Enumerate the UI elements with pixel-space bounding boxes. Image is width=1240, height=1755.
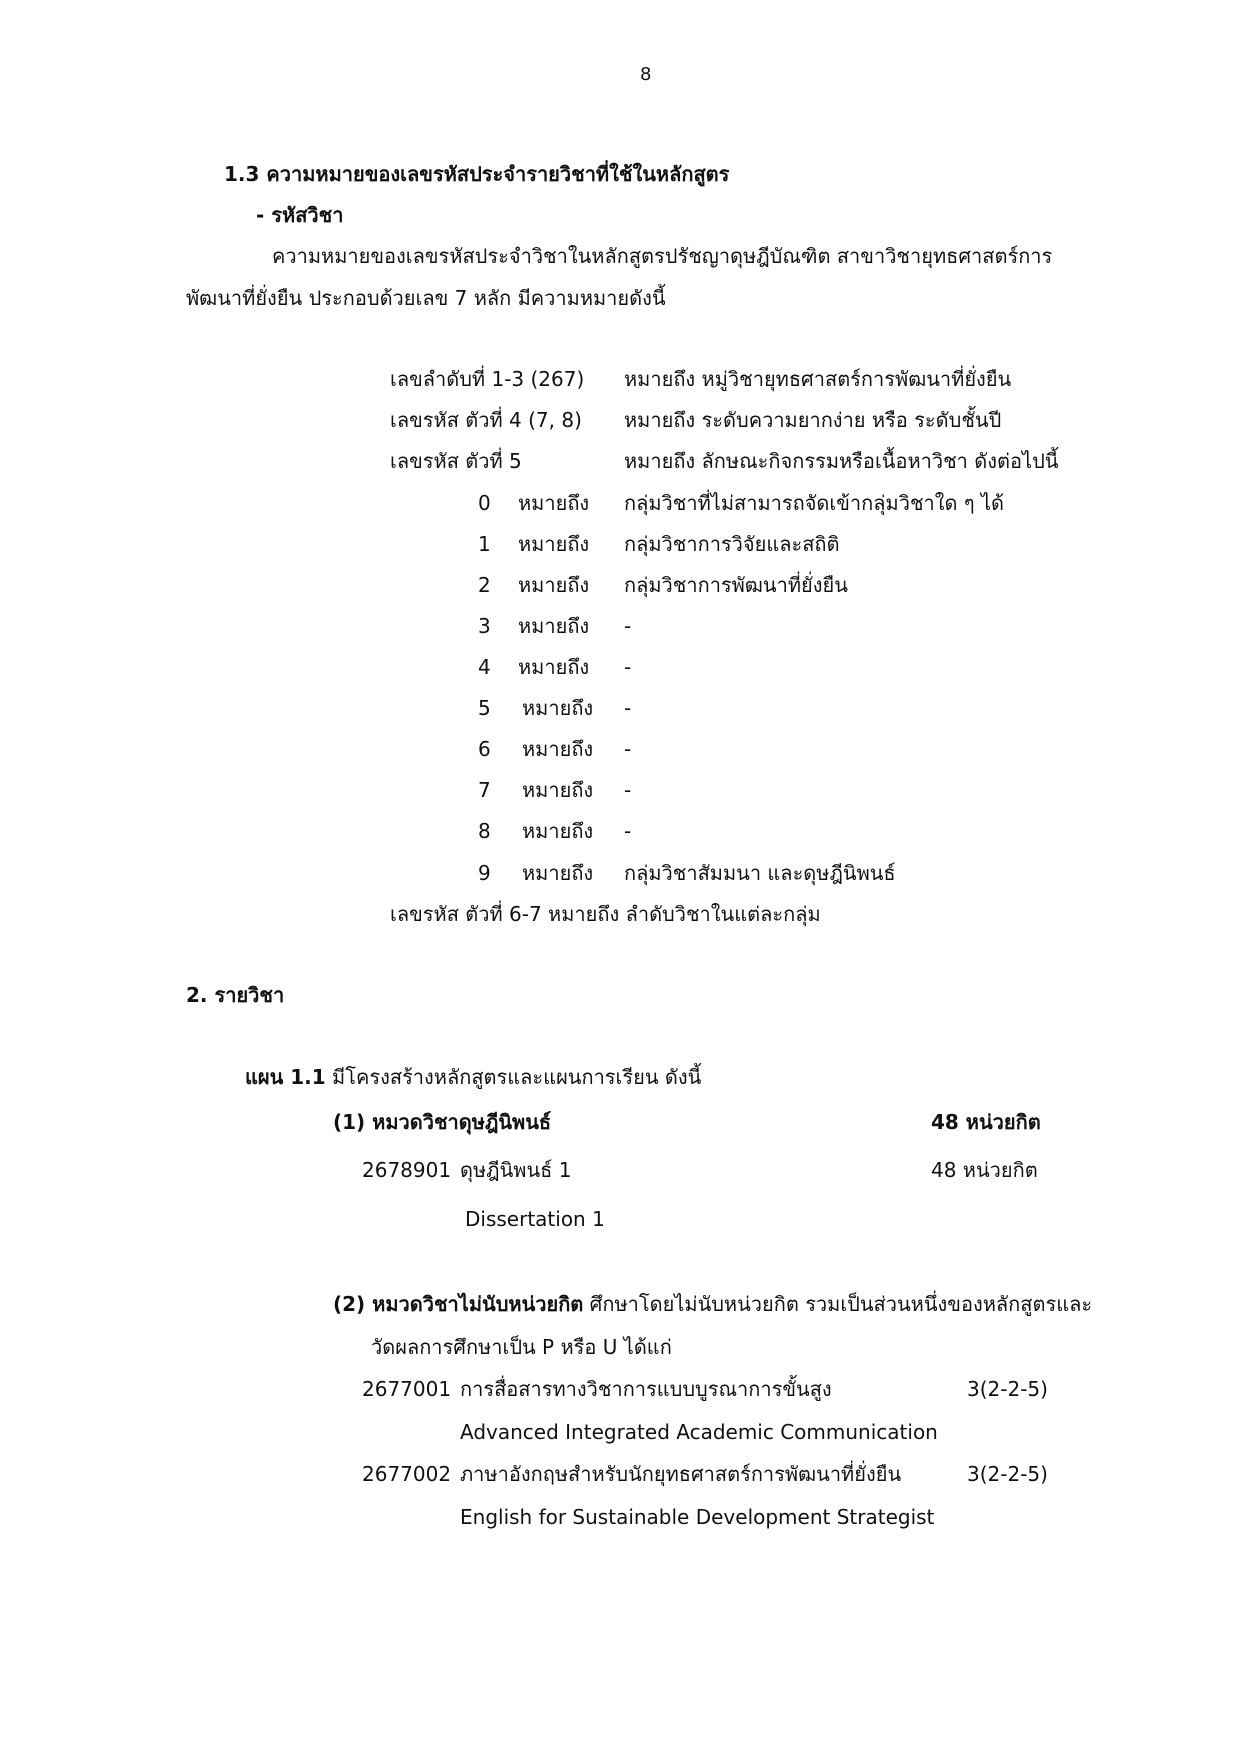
digit-value: 8 [478,819,491,843]
course-code: 2677001 [362,1377,452,1401]
digit-means: หมายถึง [518,614,590,638]
course-code: 2677002 [362,1462,452,1486]
paragraph-line: พัฒนาที่ยั่งยืน ประกอบด้วยเลข 7 หลัก มีความหมายดังนี้ [186,286,666,310]
paragraph-line: ความหมายของเลขรหัสประจำวิชาในหลักสูตรปรัชญาดุษฎีบัณฑิต สาขาวิชายุทธศาสตร์การ [272,244,1053,268]
course-credits: 3(2-2-5) [967,1377,1048,1401]
digit-value: 9 [478,861,491,885]
course-code: 2678901 [362,1158,452,1182]
code-row-meaning: หมายถึง หมู่วิชายุทธศาสตร์การพัฒนาที่ยั่งยืน [624,367,1012,391]
digit-description: - [624,696,632,720]
digit-means: หมายถึง [518,491,590,515]
digit-means: หมายถึง [518,655,590,679]
code-row-meaning: หมายถึง ลักษณะกิจกรรมหรือเนื้อหาวิชา ดังต่อไปนี้ [624,449,1059,473]
section-heading: 1.3 ความหมายของเลขรหัสประจำรายวิชาที่ใช้ในหลักสูตร [224,162,730,186]
digit-means: หมายถึง [522,778,594,802]
digit-means: หมายถึง [518,532,590,556]
digit-means: หมายถึง [522,861,594,885]
course-credits: 48 หน่วยกิต [931,1158,1038,1182]
group-credits: 48 หน่วยกิต [931,1110,1041,1134]
digit-description: กลุ่มวิชาสัมมนา และดุษฎีนิพนธ์ [624,861,896,885]
course-name-th: การสื่อสารทางวิชาการแบบบูรณาการขั้นสูง [460,1377,832,1401]
digit-description: กลุ่มวิชาที่ไม่สามารถจัดเข้ากลุ่มวิชาใด ๆ ได้ [624,491,1004,515]
group-title: (2) หมวดวิชาไม่นับหน่วยกิต [333,1292,584,1316]
digit-description: กลุ่มวิชาการพัฒนาที่ยั่งยืน [624,573,848,597]
digit-value: 5 [478,696,491,720]
digit-description: - [624,778,632,802]
digit-description: - [624,655,632,679]
code-row-meaning: หมายถึง ระดับความยากง่าย หรือ ระดับชั้นปี [624,408,1002,432]
digit-description: - [624,819,632,843]
group-title-line [333,1292,1092,1316]
group-title: (1) หมวดวิชาดุษฎีนิพนธ์ [333,1110,552,1134]
course-credits: 3(2-2-5) [967,1462,1048,1486]
page-number: 8 [640,64,652,85]
digit-means: หมายถึง [522,737,594,761]
digit-means: หมายถึง [522,696,594,720]
digit-value: 6 [478,737,491,761]
digit-description: - [624,737,632,761]
plan-text: มีโครงสร้างหลักสูตรและแผนการเรียน ดังนี้ [325,1065,702,1089]
digit-description: กลุ่มวิชาการวิจัยและสถิติ [624,532,840,556]
code-row-label: เลขรหัส ตัวที่ 5 [390,449,522,473]
plan-line [245,1065,701,1089]
digit-value: 0 [478,491,491,515]
code-row-label: เลขรหัส ตัวที่ 4 (7, 8) [390,408,582,432]
digit-means: หมายถึง [518,573,590,597]
digit-value: 2 [478,573,491,597]
course-name-th: ภาษาอังกฤษสำหรับนักยุทธศาสตร์การพัฒนาที่ยั่งยืน [460,1462,902,1486]
digit-means: หมายถึง [522,819,594,843]
group-title-rest: ศึกษาโดยไม่นับหน่วยกิต รวมเป็นส่วนหนึ่งของหลักสูตรและ [583,1292,1093,1316]
digit-value: 7 [478,778,491,802]
group-title-line2: วัดผลการศึกษาเป็น P หรือ U ได้แก่ [371,1335,672,1359]
course-name-th: ดุษฎีนิพนธ์ 1 [460,1158,572,1182]
digit-value: 4 [478,655,491,679]
digit-value: 3 [478,614,491,638]
code-row-last: เลขรหัส ตัวที่ 6-7 หมายถึง ลำดับวิชาในแต่ละกลุ่ม [390,902,821,926]
subheading: - รหัสวิชา [256,203,344,227]
course-name-en: English for Sustainable Development Strategist [460,1505,935,1529]
course-name-en: Advanced Integrated Academic Communication [460,1420,938,1444]
code-row-label: เลขลำดับที่ 1-3 (267) [390,367,585,391]
section-heading: 2. รายวิชา [186,983,285,1007]
digit-description: - [624,614,632,638]
plan-label: แผน 1.1 [245,1065,326,1089]
digit-value: 1 [478,532,491,556]
course-name-en: Dissertation 1 [465,1207,605,1231]
